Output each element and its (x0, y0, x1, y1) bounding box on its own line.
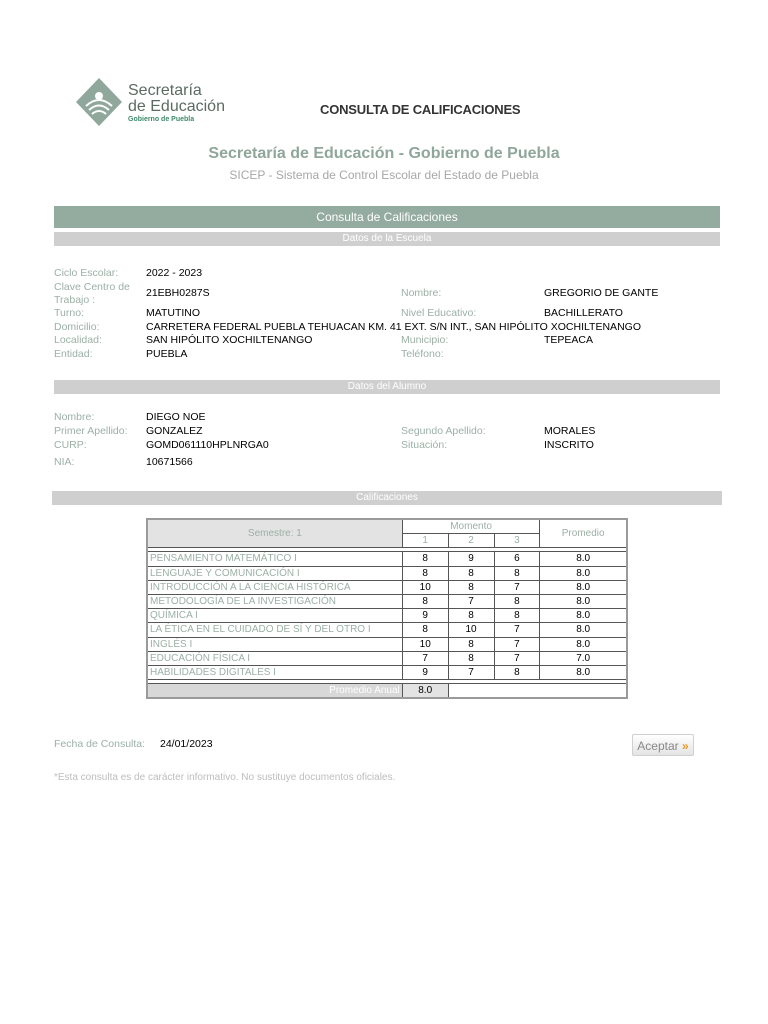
section-alumno: Datos del Alumno (54, 380, 720, 394)
municipio-value: TEPEACA (544, 334, 594, 346)
grade-m3: 8 (494, 594, 540, 608)
momento-header: Momento (402, 519, 540, 534)
table-row (147, 594, 627, 608)
grade-m1: 9 (402, 665, 448, 679)
section-calificaciones: Calificaciones (52, 491, 722, 505)
primer-apellido-label: Primer Apellido: (54, 425, 128, 437)
grade-m2: 7 (448, 594, 494, 608)
grade-m1: 8 (402, 552, 448, 566)
grade-m1: 10 (402, 580, 448, 594)
grade-m3: 7 (494, 651, 540, 665)
grade-m2: 7 (448, 665, 494, 679)
grade-m1: 8 (402, 566, 448, 580)
grade-average: 8.0 (540, 609, 627, 623)
subject-name: PENSAMIENTO MATEMÁTICO I (147, 552, 402, 566)
municipio-label: Municipio: (401, 334, 449, 346)
grade-m2: 8 (448, 580, 494, 594)
clave-label-2: Trabajo : (54, 294, 96, 306)
subject-name: QUÍMICA I (147, 609, 402, 623)
entidad-value: PUEBLA (146, 348, 188, 360)
escuela-nombre-value: GREGORIO DE GANTE (544, 287, 659, 299)
ciclo-value: 2022 - 2023 (146, 267, 203, 279)
segundo-apellido-label: Segundo Apellido: (401, 425, 486, 437)
momento-3-header: 3 (494, 534, 540, 548)
primer-apellido-value: GONZALEZ (146, 425, 203, 437)
sep-logo (74, 76, 224, 128)
subject-name: METODOLOGÍA DE LA INVESTIGACIÓN (147, 594, 402, 608)
logo-line-3: Gobierno de Puebla (128, 116, 195, 123)
ciclo-label: Ciclo Escolar: (54, 267, 119, 279)
table-row (147, 651, 627, 665)
curp-value: GOMD061110HPLNRGA0 (146, 439, 269, 451)
grade-m1: 7 (402, 651, 448, 665)
grade-average: 8.0 (540, 552, 627, 566)
promedio-anual-value: 8.0 (402, 684, 448, 699)
aceptar-button-label: Aceptar (637, 739, 679, 753)
subject-name: LA ÉTICA EN EL CUIDADO DE SÍ Y DEL OTRO I (147, 623, 402, 637)
grade-average: 8.0 (540, 637, 627, 651)
semestre-header: Semestre: 1 (147, 519, 402, 548)
fecha-consulta-value: 24/01/2023 (160, 738, 213, 750)
subject-name: INTRODUCCIÓN A LA CIENCIA HISTÓRICA (147, 580, 402, 594)
grade-average: 8.0 (540, 594, 627, 608)
grade-m3: 6 (494, 552, 540, 566)
turno-label: Turno: (54, 307, 84, 319)
grade-m1: 9 (402, 609, 448, 623)
sep-puebla-logo-icon (74, 76, 124, 128)
domicilio-value: CARRETERA FEDERAL PUEBLA TEHUACAN KM. 41 EXT. S/N INT., SAN HIPÓLITO XOCHILTENANGO (146, 321, 641, 333)
alumno-nombre-value: DIEGO NOE (146, 411, 206, 423)
momento-2-header: 2 (448, 534, 494, 548)
grade-m1: 10 (402, 637, 448, 651)
promedio-anual-empty (448, 684, 627, 699)
domicilio-label: Domicilio: (54, 321, 100, 333)
grade-m2: 10 (448, 623, 494, 637)
situacion-value: INSCRITO (544, 439, 594, 451)
grade-m1: 8 (402, 623, 448, 637)
entidad-label: Entidad: (54, 348, 93, 360)
fecha-consulta-label: Fecha de Consulta: (54, 738, 146, 750)
grades-table (146, 518, 628, 699)
grade-m3: 7 (494, 623, 540, 637)
system-title: SICEP - Sistema de Control Escolar del Estado de Puebla (229, 168, 539, 182)
nia-label: NIA: (54, 456, 75, 468)
clave-label-1: Clave Centro de (54, 281, 130, 293)
table-row (147, 665, 627, 679)
situacion-label: Situación: (401, 439, 448, 451)
grade-m3: 7 (494, 637, 540, 651)
promedio-header: Promedio (540, 519, 627, 548)
subject-name: INGLÉS I (147, 637, 402, 651)
localidad-label: Localidad: (54, 334, 102, 346)
section-consulta: Consulta de Calificaciones (54, 206, 720, 228)
table-row (147, 566, 627, 580)
aceptar-button[interactable] (632, 734, 694, 756)
turno-value: MATUTINO (146, 307, 201, 319)
escuela-nombre-label: Nombre: (401, 287, 442, 299)
grade-average: 8.0 (540, 566, 627, 580)
grade-average: 8.0 (540, 623, 627, 637)
grade-m3: 8 (494, 609, 540, 623)
segundo-apellido-value: MORALES (544, 425, 596, 437)
promedio-anual-row (147, 684, 627, 699)
promedio-anual-label: Promedio Anual (147, 684, 402, 699)
nia-value: 10671566 (146, 456, 193, 468)
grade-average: 7.0 (540, 651, 627, 665)
grade-average: 8.0 (540, 580, 627, 594)
grade-m2: 9 (448, 552, 494, 566)
nivel-label: Nivel Educativo: (401, 307, 477, 319)
grade-m3: 7 (494, 580, 540, 594)
curp-label: CURP: (54, 439, 87, 451)
subject-name: HABILIDADES DIGITALES I (147, 665, 402, 679)
telefono-label: Teléfono: (401, 348, 444, 360)
momento-1-header: 1 (402, 534, 448, 548)
grade-m2: 8 (448, 609, 494, 623)
table-row (147, 580, 627, 594)
table-row (147, 609, 627, 623)
grade-m2: 8 (448, 651, 494, 665)
section-escuela: Datos de la Escuela (54, 232, 720, 246)
table-row (147, 552, 627, 566)
localidad-value: SAN HIPÓLITO XOCHILTENANGO (146, 334, 313, 346)
alumno-nombre-label: Nombre: (54, 411, 95, 423)
grade-m3: 8 (494, 665, 540, 679)
double-chevron-right-icon: » (682, 739, 689, 753)
disclaimer-note: *Esta consulta es de carácter informativo. No sustituye documentos oficiales. (54, 772, 396, 783)
logo-line-2: de Educación (128, 98, 225, 115)
clave-value: 21EBH0287S (146, 287, 210, 299)
grade-m2: 8 (448, 566, 494, 580)
table-row (147, 637, 627, 651)
page-title: CONSULTA DE CALIFICACIONES (320, 102, 521, 117)
table-row (147, 623, 627, 637)
org-title: Secretaría de Educación - Gobierno de Puebla (208, 145, 560, 162)
grade-m3: 8 (494, 566, 540, 580)
grade-average: 8.0 (540, 665, 627, 679)
nivel-value: BACHILLERATO (544, 307, 623, 319)
grade-m1: 8 (402, 594, 448, 608)
subject-name: LENGUAJE Y COMUNICACIÓN I (147, 566, 402, 580)
grade-m2: 8 (448, 637, 494, 651)
logo-line-1: Secretaría (128, 82, 202, 99)
subject-name: EDUCACIÓN FÍSICA I (147, 651, 402, 665)
